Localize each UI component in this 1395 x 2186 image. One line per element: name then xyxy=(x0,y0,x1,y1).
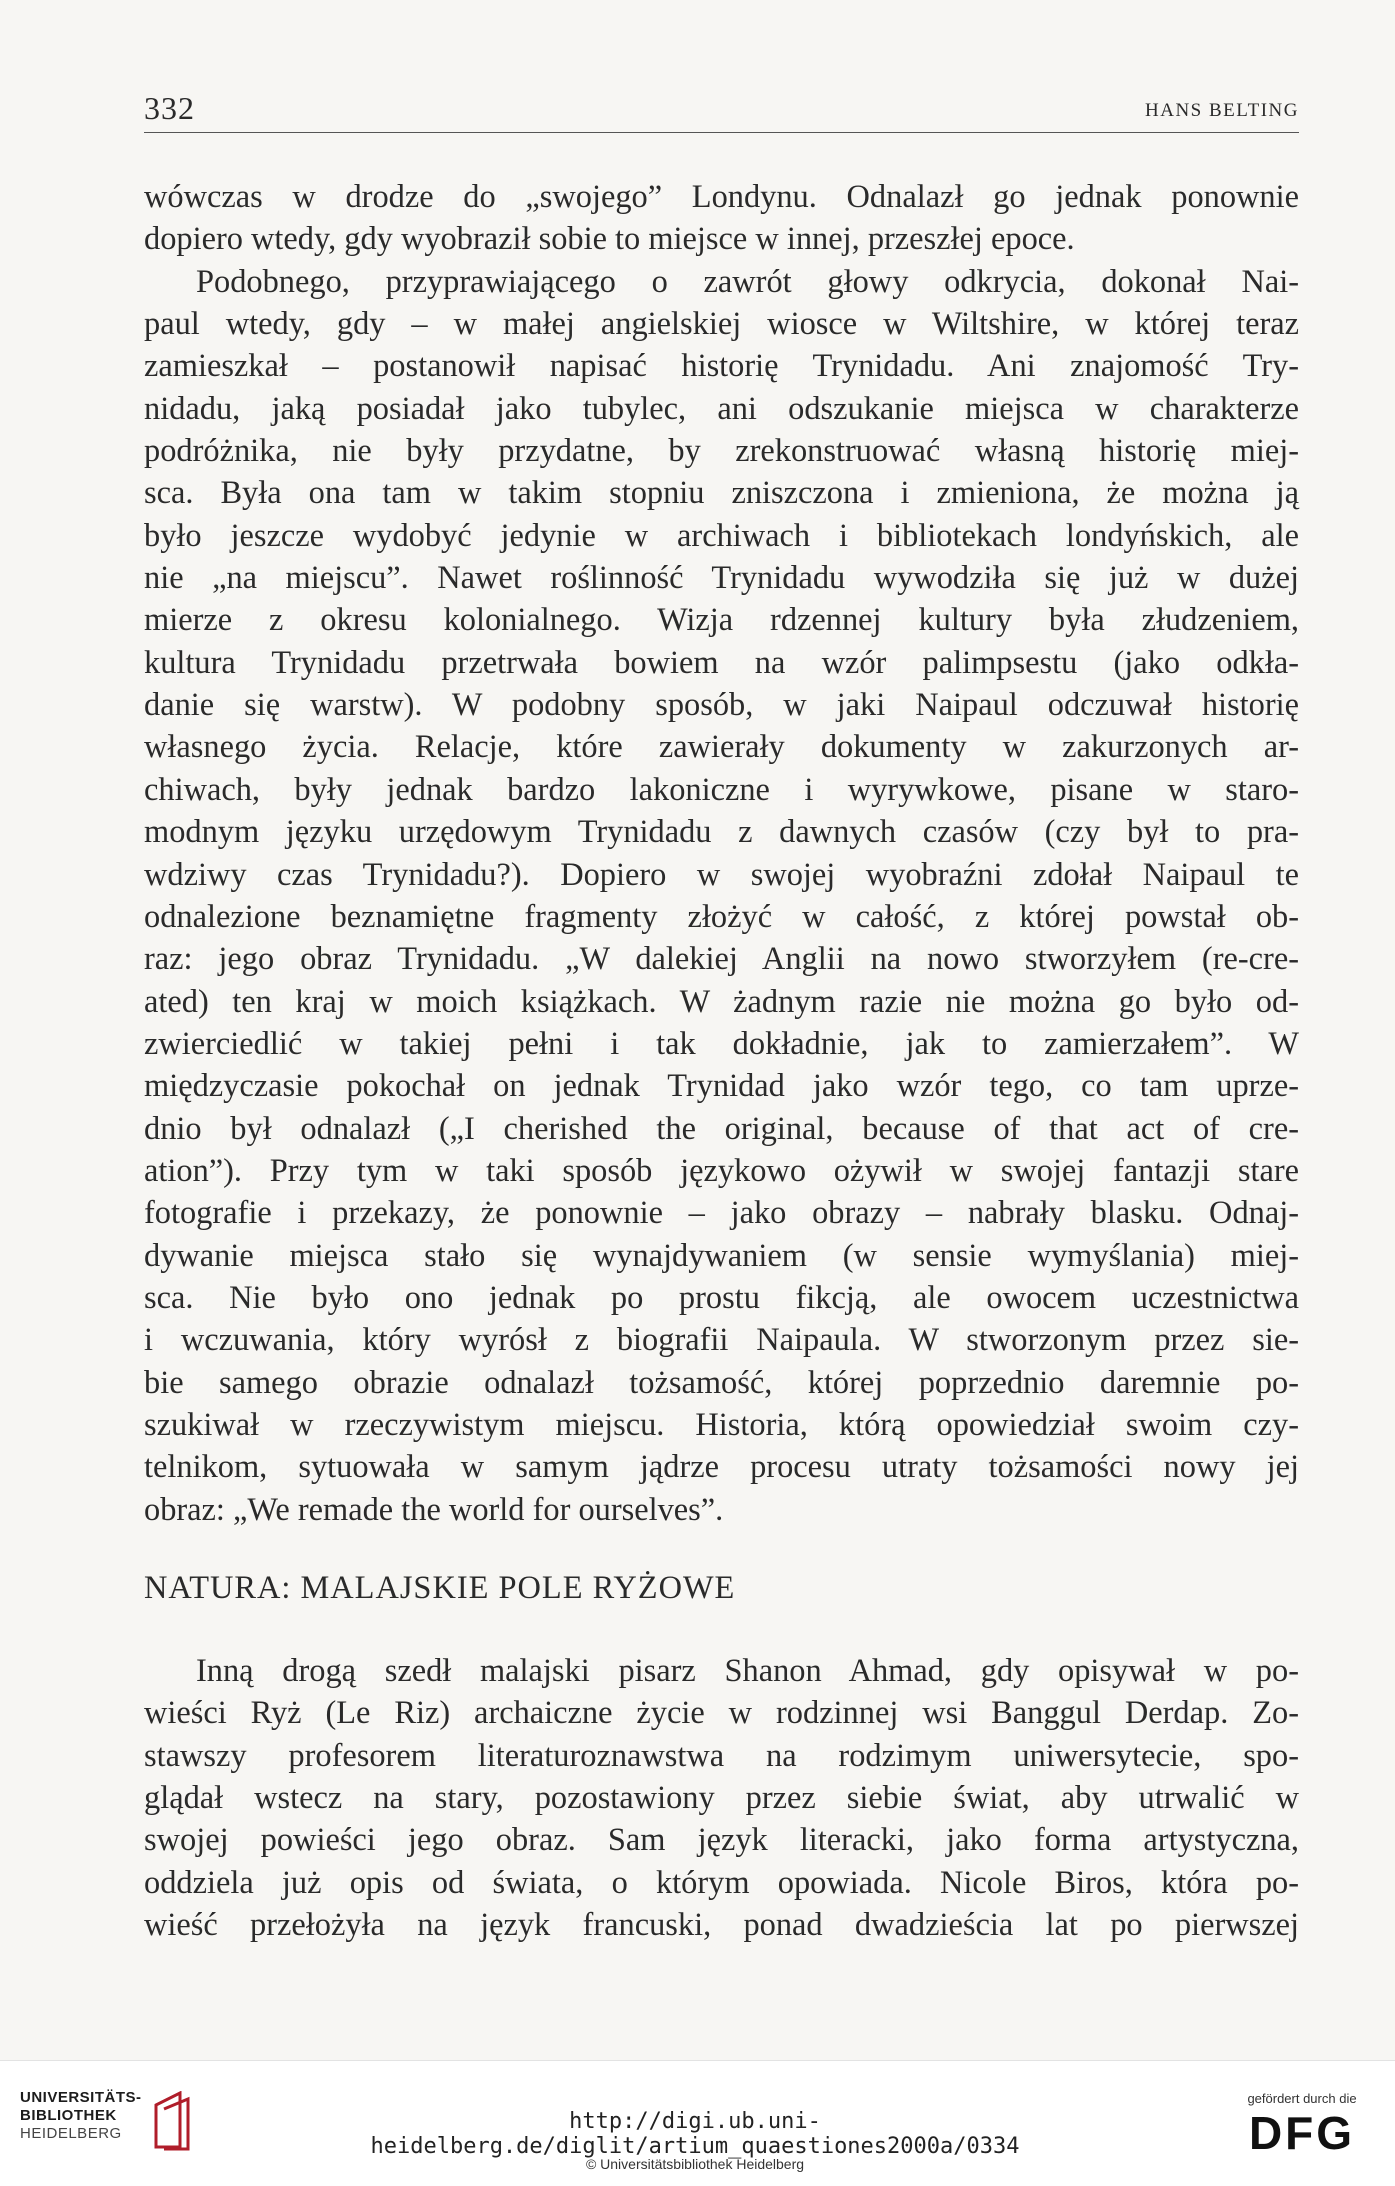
permalink-url[interactable]: http://digi.ub.uni-heidelberg.de/diglit/artium_quaestiones2000a/0334 xyxy=(370,2109,1020,2159)
text-line: ation”). Przy tym w taki sposób językowo ożywił w swojej fantazji stare xyxy=(144,1152,1299,1189)
text-line: stawszy profesorem literaturoznawstwa na rodzimym uniwersytecie, spo- xyxy=(144,1737,1299,1774)
text-line: chiwach, były jednak bardzo lakoniczne i wyrywkowe, pisane w staro- xyxy=(144,771,1299,808)
text-line: paul wtedy, gdy – w małej angielskiej wiosce w Wiltshire, w której teraz xyxy=(144,306,1299,343)
text-line: swojej powieści jego obraz. Sam język literacki, jako forma artystyczna, xyxy=(144,1822,1299,1859)
text-line: mierze z okresu kolonialnego. Wizja rdzennej kultury była złudzeniem, xyxy=(144,602,1299,639)
running-head-author: HANS BELTING xyxy=(1145,100,1299,121)
text-line: kultura Trynidadu przetrwała bowiem na wzór palimpsestu (jako odkła- xyxy=(144,644,1299,681)
text-line: zwierciedlić w takiej pełni i tak dokładnie, jak to zamierzałem”. W xyxy=(144,1025,1299,1062)
text-line: Podobnego, przyprawiającego o zawrót głowy odkrycia, dokonał Nai- xyxy=(196,263,1299,300)
dfg-wordmark: DFG xyxy=(1248,2107,1356,2159)
text-line: było jeszcze wydobyć jedynie w archiwach i bibliotekach londyńskich, ale xyxy=(144,517,1299,554)
text-line: fotografie i przekazy, że ponownie – jako obrazy – nabrały blasku. Odnaj- xyxy=(144,1195,1299,1232)
library-mark-icon xyxy=(150,2091,196,2151)
text-line: zamieszkał – postanowił napisać historię Trynidadu. Ani znajomość Try- xyxy=(144,348,1299,385)
text-line: ated) ten kraj w moich książkach. W żadnym razie nie można go było od- xyxy=(144,983,1299,1020)
text-line: i wczuwania, który wyrósł z biografii Naipaula. W stworzonym przez sie- xyxy=(144,1322,1299,1359)
funded-by-label: gefördert durch die xyxy=(1247,2091,1357,2106)
library-name-line: UNIVERSITÄTS- xyxy=(20,2089,142,2106)
text-line: podróżnika, nie były przydatne, by zrekonstruować własną historię miej- xyxy=(144,433,1299,470)
text-line: dywanie miejsca stało się wynajdywaniem (w sensie wymyślania) miej- xyxy=(144,1237,1299,1274)
section-heading: NATURA: MALAJSKIE POLE RYŻOWE xyxy=(144,1570,736,1606)
text-line: raz: jego obraz Trynidadu. „W dalekiej Anglii na nowo stworzyłem (re-cre- xyxy=(144,941,1299,978)
text-line: oddziela już opis od świata, o którym opowiada. Nicole Biros, która po- xyxy=(144,1864,1299,1901)
text-line: danie się warstw). W podobny sposób, w jaki Naipaul odczuwał historię xyxy=(144,687,1299,724)
text-line: wdziwy czas Trynidadu?). Dopiero w swojej wyobraźni zdołał Naipaul te xyxy=(144,856,1299,893)
text-line: sca. Nie było ono jednak po prostu fikcją, ale owocem uczestnictwa xyxy=(144,1279,1299,1316)
digitization-footer xyxy=(0,2060,1395,2186)
text-line: wówczas w drodze do „swojego” Londynu. Odnalazł go jednak ponownie xyxy=(144,179,1299,215)
text-line: nidadu, jaką posiadał jako tubylec, ani odszukanie miejsca w charakterze xyxy=(144,390,1299,427)
text-line: bie samego obrazie odnalazł tożsamość, której poprzednio daremnie po- xyxy=(144,1364,1299,1401)
text-line: nie „na miejscu”. Nawet roślinność Trynidadu wywodziła się już w dużej xyxy=(144,560,1299,597)
library-name-line: BIBLIOTHEK xyxy=(20,2107,117,2124)
page-number: 332 xyxy=(144,90,195,126)
text-line: telnikom, sytuowała w samym jądrze procesu utraty tożsamości nowy jej xyxy=(144,1449,1299,1486)
section-text xyxy=(144,1650,1299,1946)
text-line: wieść przełożyła na język francuski, ponad dwadzieścia lat po pierwszej xyxy=(144,1907,1299,1944)
text-line: obraz: „We remade the world for ourselves”. xyxy=(144,1491,724,1528)
text-line: dnio był odnalazł („I cherished the original, because of that act of cre- xyxy=(144,1110,1299,1147)
text-line: sca. Była ona tam w takim stopniu zniszczona i zmieniona, że można ją xyxy=(144,475,1299,512)
text-line: glądał wstecz na stary, pozostawiony przez siebie świat, aby utrwalić w xyxy=(144,1780,1299,1817)
text-line: Inną drogą szedł malajski pisarz Shanon Ahmad, gdy opisywał w po- xyxy=(196,1653,1299,1689)
text-line: szukiwał w rzeczywistym miejscu. Historia, którą opowiedział swoim czy- xyxy=(144,1406,1299,1443)
text-line: wieści Ryż (Le Riz) archaiczne życie w rodzinnej wsi Banggul Derdap. Zo- xyxy=(144,1695,1299,1732)
body-text xyxy=(144,176,1299,1531)
text-line: odnalezione beznamiętne fragmenty złożyć w całość, z której powstał ob- xyxy=(144,898,1299,935)
text-line: własnego życia. Relacje, które zawierały dokumenty w zakurzonych ar- xyxy=(144,729,1299,766)
dfg-logo[interactable] xyxy=(1222,2091,1382,2181)
text-line: międzyczasie pokochał on jednak Trynidad jako wzór tego, co tam uprze- xyxy=(144,1068,1299,1105)
library-name-line: HEIDELBERG xyxy=(20,2125,122,2142)
text-line: dopiero wtedy, gdy wyobraził sobie to miejsce w innej, przeszłej epoce. xyxy=(144,221,1075,258)
copyright-notice: © Universitätsbibliothek Heidelberg xyxy=(585,2156,805,2172)
running-header xyxy=(144,88,1299,133)
library-logo[interactable] xyxy=(20,2089,220,2179)
text-line: modnym języku urzędowym Trynidadu z dawnych czasów (czy był to pra- xyxy=(144,814,1299,851)
